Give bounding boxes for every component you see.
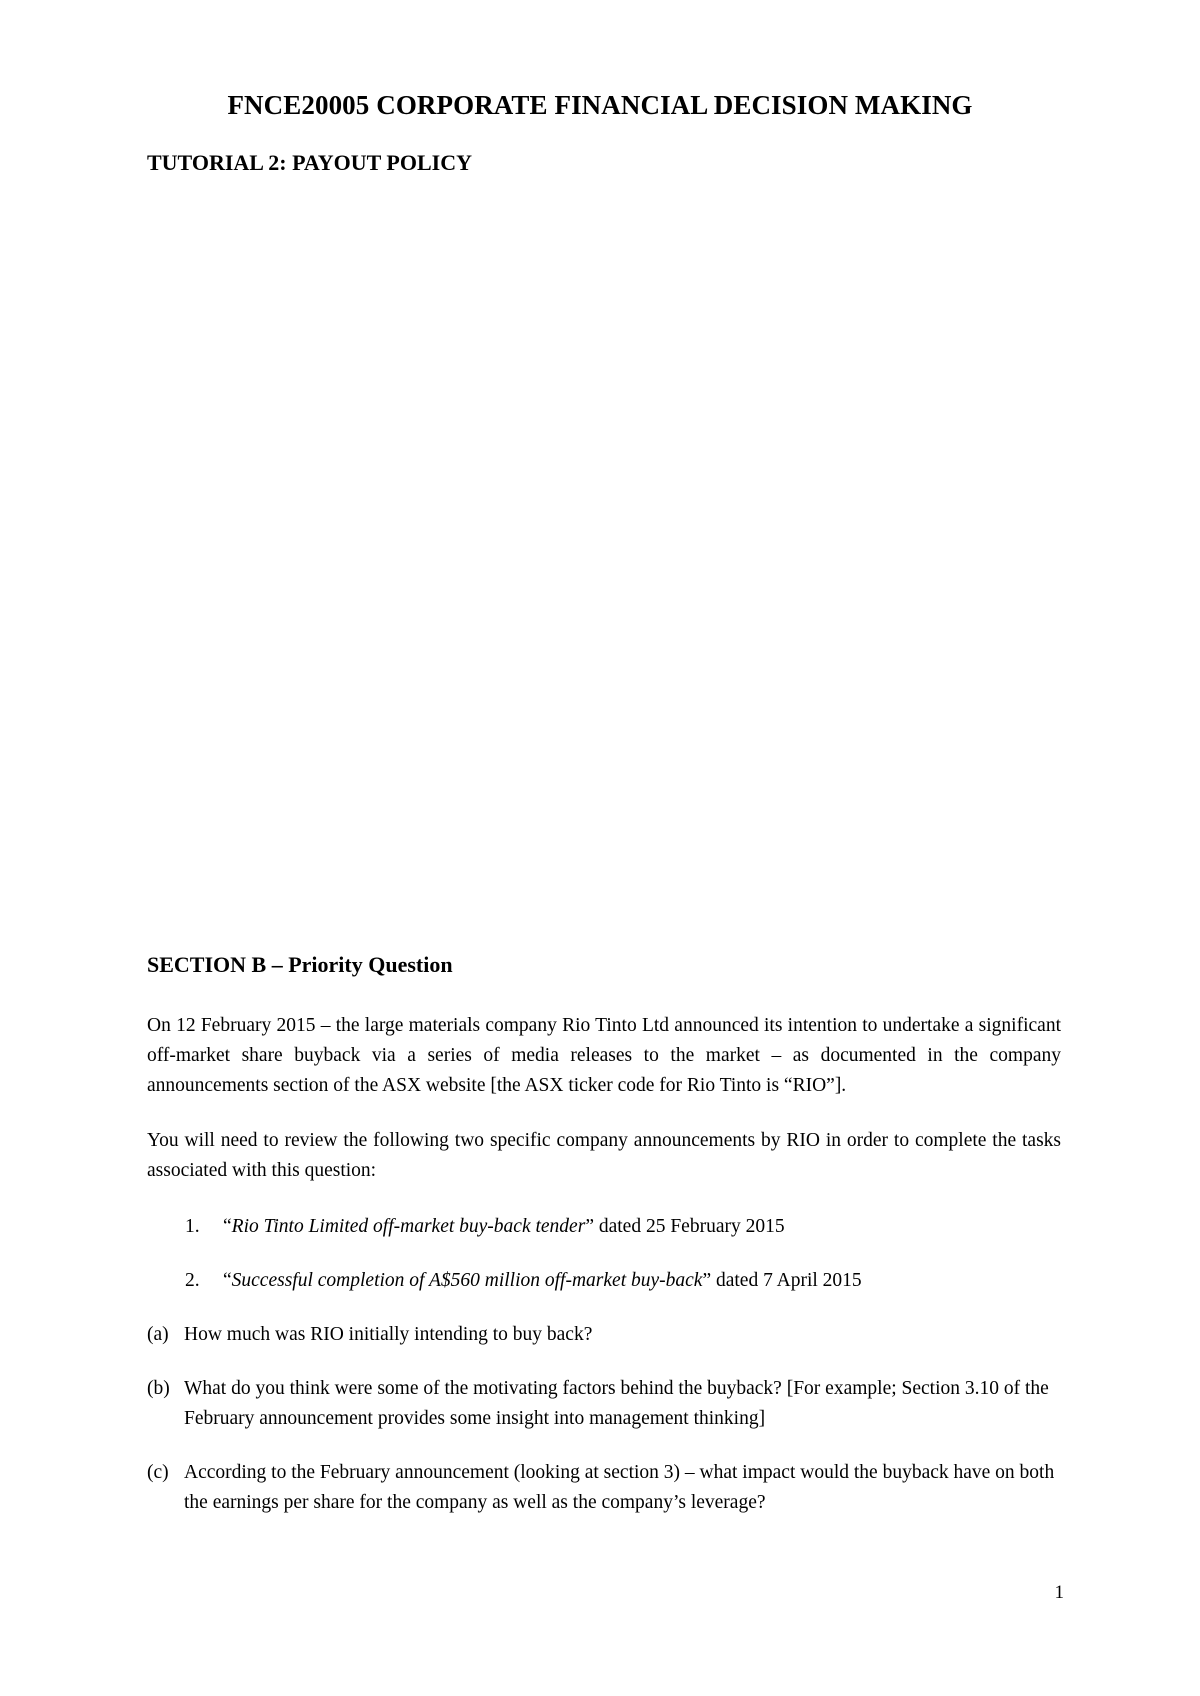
- announcement-date: ” dated 7 April 2015: [702, 1270, 862, 1291]
- announcement-number: 1.: [185, 1216, 200, 1237]
- announcement-item: [185, 1212, 785, 1242]
- open-quote: “: [223, 1216, 232, 1237]
- announcement-date: ” dated 25 February 2015: [585, 1216, 785, 1237]
- page-number: 1: [1054, 1582, 1064, 1603]
- announcement-title: Rio Tinto Limited off-market buy-back tender: [231, 1216, 586, 1237]
- question-text: According to the February announcement (looking at section 3) – what impact would the buyback have on both the earnings per share for the company as well as the company’s leverage?: [184, 1462, 1055, 1513]
- tutorial-heading: TUTORIAL 2: PAYOUT POLICY: [147, 150, 472, 175]
- question-a: [147, 1320, 1061, 1350]
- section-heading: SECTION B – Priority Question: [147, 952, 453, 977]
- question-label: (c): [147, 1462, 169, 1483]
- question-text: What do you think were some of the motivating factors behind the buyback? [For example; Section 3.10 of the February announcement provides some insight into management thinking]: [184, 1378, 1049, 1429]
- open-quote: “: [223, 1270, 232, 1291]
- question-c: [147, 1458, 1061, 1518]
- question-label: (a): [147, 1324, 169, 1345]
- question-b: [147, 1374, 1061, 1434]
- instructions-paragraph: You will need to review the following two specific company announcements by RIO in order to complete the tasks associated with this question:: [147, 1130, 1061, 1181]
- document-title: FNCE20005 CORPORATE FINANCIAL DECISION MAKING: [227, 90, 973, 120]
- announcement-number: 2.: [185, 1270, 200, 1291]
- announcement-title: Successful completion of A$560 million off-market buy-back: [231, 1270, 703, 1291]
- question-label: (b): [147, 1378, 170, 1399]
- announcement-item: [185, 1266, 862, 1296]
- question-text: How much was RIO initially intending to buy back?: [184, 1324, 593, 1345]
- intro-paragraph: On 12 February 2015 – the large materials company Rio Tinto Ltd announced its intention to undertake a significant off-market share buyback via a series of media releases to the market – as documented in the company announcements section of the ASX website [the ASX ticker code for Rio Tinto is “RIO”].: [147, 1015, 1061, 1096]
